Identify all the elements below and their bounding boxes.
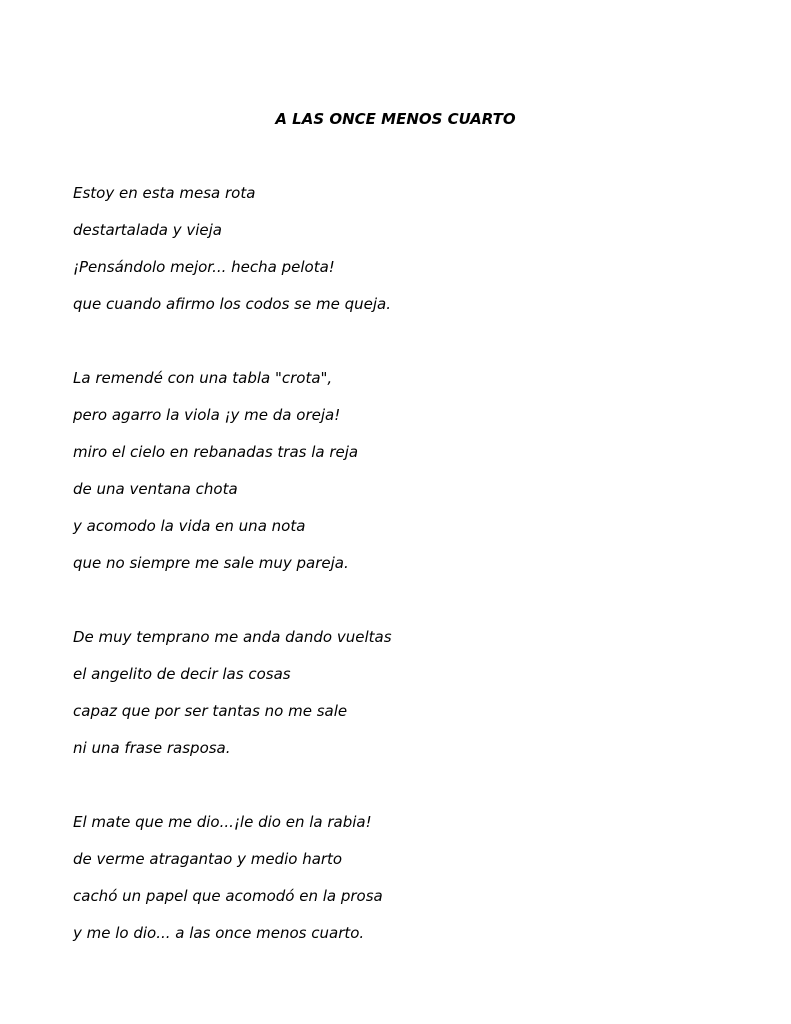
poem-line: cachó un papel que acomodó en la prosa: [73, 887, 383, 905]
poem-line: de verme atragantao y medio harto: [73, 850, 343, 868]
poem-line: ¡Pensándolo mejor... hecha pelota!: [73, 258, 335, 276]
poem-line: ni una frase rasposa.: [73, 739, 231, 757]
poem-line: miro el cielo en rebanadas tras la reja: [73, 443, 359, 461]
poem-line: El mate que me dio...¡le dio en la rabia!: [73, 813, 372, 831]
poem-line: capaz que por ser tantas no me sale: [73, 702, 348, 720]
poem-line: Estoy en esta mesa rota: [73, 184, 256, 202]
poem-line: y acomodo la vida en una nota: [73, 517, 306, 535]
poem-line: La remendé con una tabla "crota",: [73, 369, 333, 387]
poem-line: el angelito de decir las cosas: [73, 665, 291, 683]
poem-line: de una ventana chota: [73, 480, 238, 498]
poem-line: De muy temprano me anda dando vueltas: [73, 628, 392, 646]
poem-title: A LAS ONCE MENOS CUARTO: [275, 110, 516, 128]
poem-line: y me lo dio... a las once menos cuarto.: [73, 924, 365, 942]
poem-line: que no siempre me sale muy pareja.: [73, 554, 349, 572]
poem-line: destartalada y vieja: [73, 221, 222, 239]
poem-line: que cuando afirmo los codos se me queja.: [73, 295, 391, 313]
poem-line: pero agarro la viola ¡y me da oreja!: [73, 406, 341, 424]
